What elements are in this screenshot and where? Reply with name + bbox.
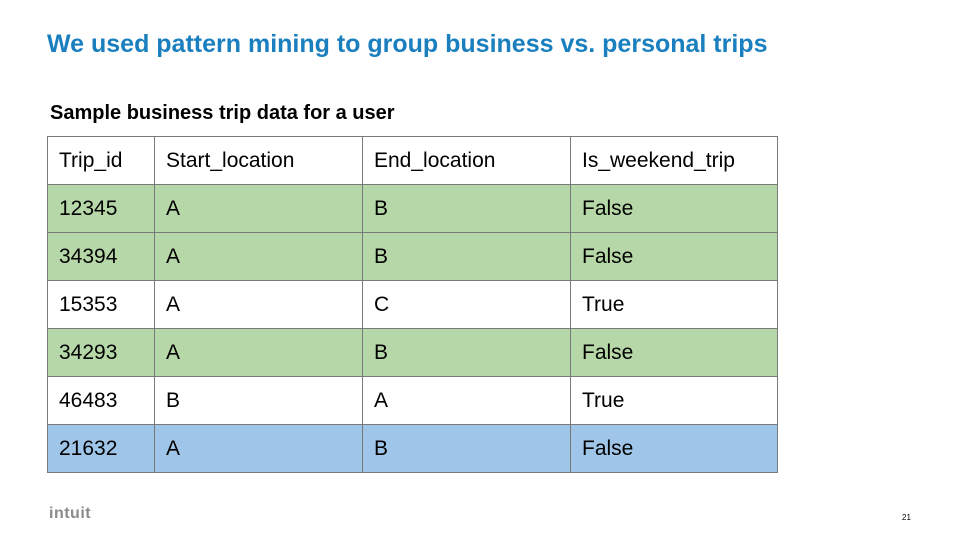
cell-end-location: C xyxy=(363,281,571,329)
cell-trip-id: 46483 xyxy=(48,377,155,425)
cell-end-location: A xyxy=(363,377,571,425)
table-row xyxy=(48,425,778,473)
cell-is-weekend-trip: False xyxy=(571,329,778,377)
cell-start-location: A xyxy=(155,329,363,377)
table-row xyxy=(48,329,778,377)
table-row xyxy=(48,281,778,329)
cell-start-location: A xyxy=(155,281,363,329)
header-trip-id: Trip_id xyxy=(48,137,155,185)
intuit-logo: intuit xyxy=(49,505,92,522)
cell-start-location: A xyxy=(155,425,363,473)
header-start-location: Start_location xyxy=(155,137,363,185)
table-row xyxy=(48,185,778,233)
header-is-weekend-trip: Is_weekend_trip xyxy=(571,137,778,185)
cell-is-weekend-trip: False xyxy=(571,233,778,281)
table-header-row xyxy=(48,137,778,185)
cell-start-location: A xyxy=(155,233,363,281)
cell-end-location: B xyxy=(363,233,571,281)
cell-is-weekend-trip: True xyxy=(571,377,778,425)
header-end-location: End_location xyxy=(363,137,571,185)
cell-trip-id: 21632 xyxy=(48,425,155,473)
cell-trip-id: 12345 xyxy=(48,185,155,233)
cell-start-location: B xyxy=(155,377,363,425)
cell-trip-id: 34293 xyxy=(48,329,155,377)
slide-title: We used pattern mining to group business vs. personal trips xyxy=(47,30,768,58)
trip-data-table xyxy=(47,136,778,473)
cell-end-location: B xyxy=(363,329,571,377)
table-row xyxy=(48,377,778,425)
cell-is-weekend-trip: False xyxy=(571,425,778,473)
cell-end-location: B xyxy=(363,185,571,233)
page-number: 21 xyxy=(902,513,911,522)
cell-is-weekend-trip: True xyxy=(571,281,778,329)
cell-is-weekend-trip: False xyxy=(571,185,778,233)
cell-trip-id: 15353 xyxy=(48,281,155,329)
cell-trip-id: 34394 xyxy=(48,233,155,281)
cell-end-location: B xyxy=(363,425,571,473)
table-caption: Sample business trip data for a user xyxy=(50,102,395,124)
table-row xyxy=(48,233,778,281)
cell-start-location: A xyxy=(155,185,363,233)
